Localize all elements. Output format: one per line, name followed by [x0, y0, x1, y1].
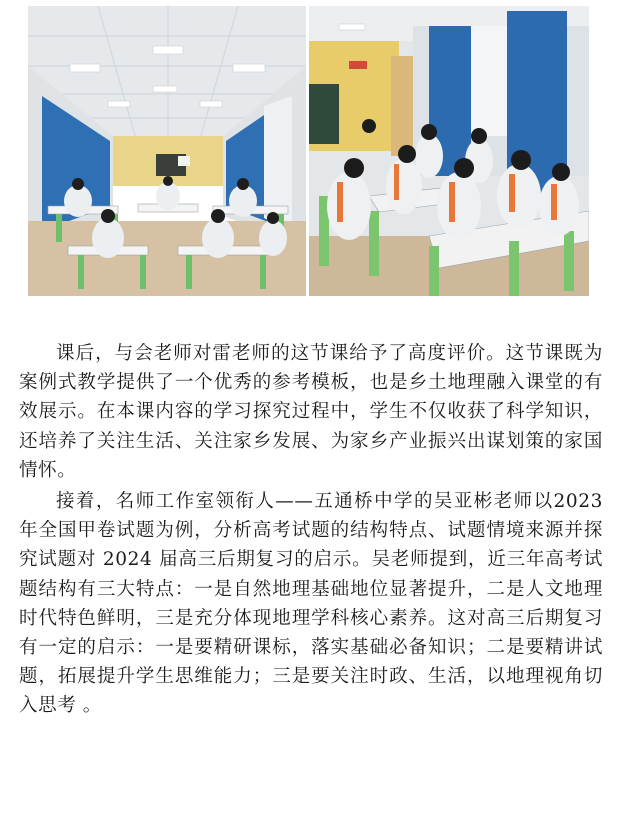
photo-row — [28, 6, 589, 296]
classroom-photo-wide — [28, 6, 306, 296]
classroom-photo-closeup — [309, 6, 589, 296]
article-body — [19, 339, 603, 723]
article-paragraph-1: 课后，与会老师对雷老师的这节课给予了高度评价。这节课既为案例式教学提供了一个优秀的参考模板，也是乡土地理融入课堂的有效展示。在本课内容的学习探究过程中，学生不仅收获了科学知识，还培养了关注生活、关注家乡发展、为家乡产业振兴出谋划策的家国情怀。 — [19, 343, 603, 481]
classroom-closeup-icon — [309, 6, 589, 296]
classroom-wide-icon — [28, 6, 306, 296]
article-paragraph-2: 接着，名师工作室领衔人——五通桥中学的吴亚彬老师以2023 年全国甲卷试题为例，分析高考试题的结构特点、试题情境来源并探究试题对 2024 届高三后期复习的启示。吴老师提到，近三年高考试题结构有三大特点：一是自然地理基础地位显著提升，二是人文地理时代特色鲜明，三是充分体现地理学科核心素养。这对高三后期复习有一定的启示：一是要精研课标，落实基础必备知识；二是要精讲试题，拓展提升学生思维能力；三是要关注时政、生活，以地理视角切入思考 。 — [19, 491, 603, 717]
